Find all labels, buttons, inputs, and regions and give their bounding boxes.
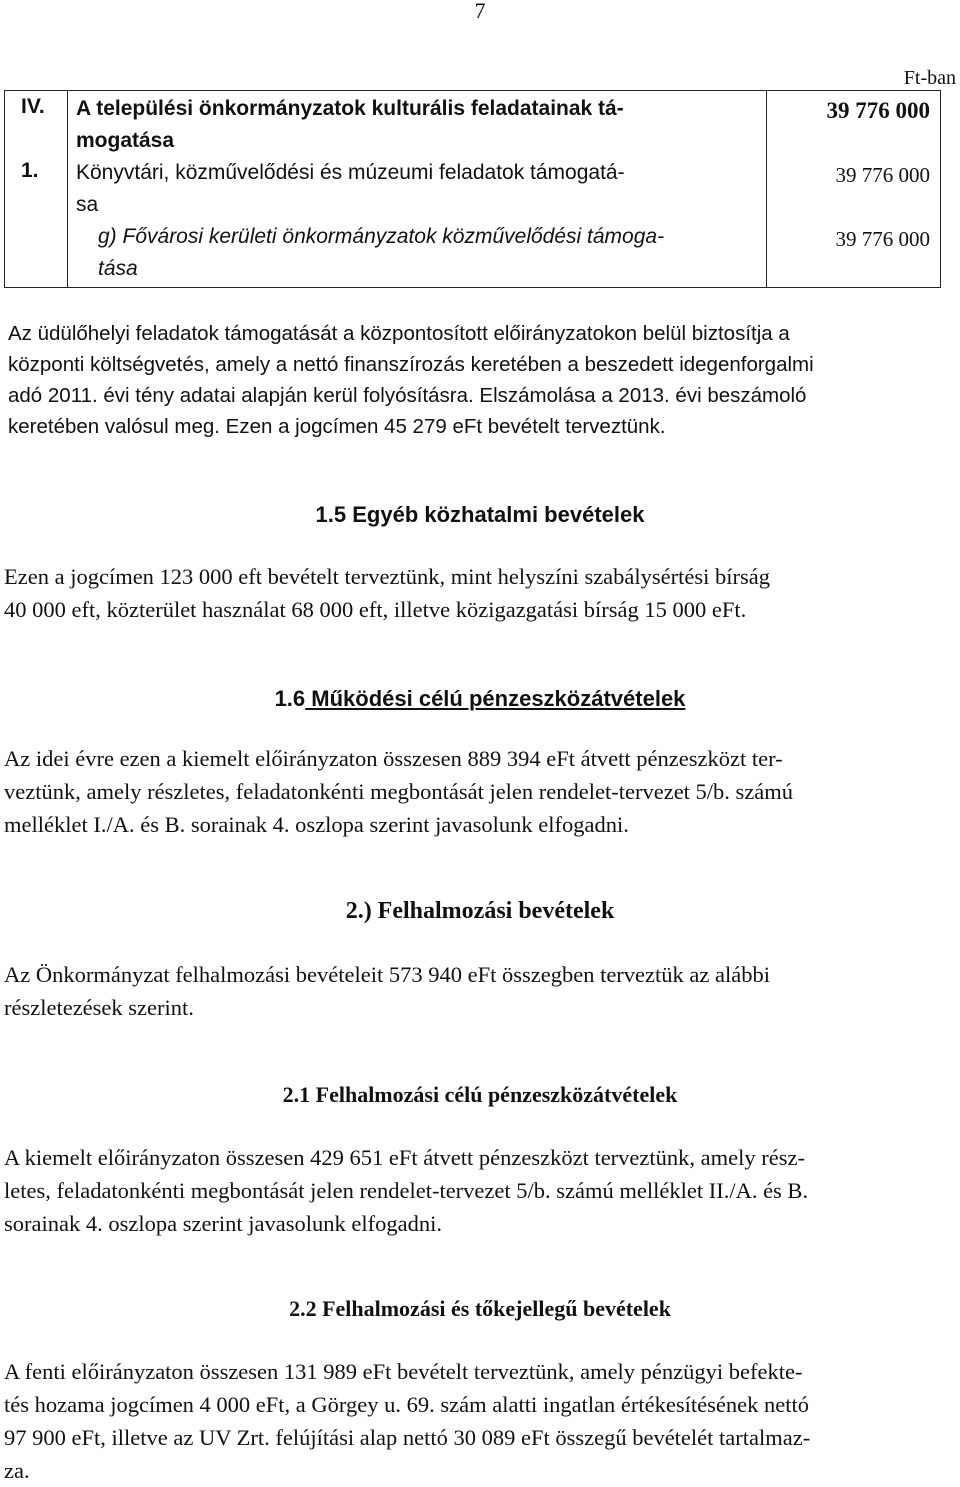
paragraph-line: A fenti előirányzaton összesen 131 989 eFt bevételt terveztünk, amely pénzügyi befekte- (4, 1359, 803, 1384)
section-paragraph (4, 958, 956, 1024)
row-number: IV. (21, 95, 45, 118)
paragraph-line: sorainak 4. oszlopa szerint javasolunk elfogadni. (4, 1211, 443, 1236)
row-label-line: Könyvtári, közművelődési és múzeumi feladatok támogatá- (76, 161, 625, 184)
row-label-line: tása (98, 257, 138, 280)
paragraph-line: veztünk, amely részletes, feladatonkénti megbontását jelen rendelet-tervezet 5/b. számú (4, 779, 794, 804)
row-amount: 39 776 000 (826, 98, 930, 123)
section-number: 2.1 (282, 1082, 311, 1107)
paragraph-line: melléklet I./A. és B. sorainak 4. oszlopa szerint javasolunk elfogadni. (4, 812, 629, 837)
budget-table (4, 90, 941, 288)
paragraph-line: tés hozama jogcímen 4 000 eFt, a Görgey u. 69. szám alatti ingatlan értékesítésének nettó (4, 1392, 809, 1417)
section-number: 2. (345, 898, 364, 924)
row-amount: 39 776 000 (835, 163, 930, 187)
paragraph-line: Az Önkormányzat felhalmozási bevételeit 573 940 eFt összegben terveztük az alábbi (4, 962, 770, 987)
row-label-line: g) Fővárosi kerületi önkormányzatok közművelődési támoga- (98, 225, 665, 248)
paragraph-line: részletezések szerint. (4, 995, 194, 1020)
table-row (5, 91, 941, 288)
paragraph-line: A kiemelt előirányzaton összesen 429 651 eFt átvett pénzeszközt terveztünk, amely rész- (4, 1145, 805, 1170)
section-heading (0, 898, 960, 925)
section-paragraph (4, 1355, 956, 1487)
section-heading (0, 1082, 960, 1108)
section-paragraph (4, 1141, 956, 1240)
paragraph-line: adó 2011. évi tény adatai alapján kerül folyósításra. Elszámolása a 2013. évi beszámoló (8, 384, 807, 407)
unit-label: Ft-ban (903, 67, 956, 89)
section-paragraph (4, 560, 956, 626)
paragraph-line: 97 900 eFt, illetve az UV Zrt. felújítási alap nettó 30 089 eFt összegű bevételét tartalmaz- (4, 1425, 811, 1450)
row-number: 1. (21, 159, 39, 182)
section-heading (0, 502, 960, 528)
section-paragraph (4, 742, 956, 841)
section-heading (0, 686, 960, 712)
section-title: Egyéb közhatalmi bevételek (346, 502, 645, 527)
section-title: Felhalmozási és tőkejellegű bevételek (316, 1296, 671, 1321)
section-heading (0, 1296, 960, 1322)
section-number: 1.6 (274, 686, 306, 711)
section-number: 1.5 (315, 502, 347, 527)
paragraph-line: 40 000 eft, közterület használat 68 000 eft, illetve közigazgatási bírság 15 000 eFt. (4, 597, 747, 622)
row-label-line: A települési önkormányzatok kulturális feladatainak tá- (76, 97, 624, 120)
section-title: ) Felhalmozási bevételek (363, 898, 615, 924)
paragraph-line: Az idei évre ezen a kiemelt előirányzaton összesen 889 394 eFt átvett pénzeszközt ter- (4, 746, 783, 771)
section-title: Működési célú pénzeszközátvételek (305, 686, 686, 711)
paragraph-line: letes, feladatonkénti megbontását jelen rendelet-tervezet 5/b. számú melléklet II./A. és B. (4, 1178, 809, 1203)
paragraph-line: központi költségvetés, amely a nettó finanszírozás keretében a beszedett idegenforgalmi (8, 353, 814, 376)
row-label-line: sa (76, 193, 99, 216)
paragraph-line: Ezen a jogcímen 123 000 eft bevételt terveztünk, mint helyszíni szabálysértési bírság (4, 564, 770, 589)
row-amount: 39 776 000 (835, 227, 930, 251)
paragraph-line: Az üdülőhelyi feladatok támogatását a központosított előirányzatokon belül biztosítja a (8, 322, 790, 345)
paragraph-line: za. (4, 1458, 30, 1483)
section-title: Felhalmozási célú pénzeszközátvételek (310, 1082, 678, 1107)
section-number: 2.2 (289, 1296, 317, 1321)
row-label-line: mogatása (76, 129, 175, 152)
page-number: 7 (474, 0, 486, 23)
paragraph-line: keretében valósul meg. Ezen a jogcímen 45 279 eFt bevételt terveztünk. (8, 415, 666, 438)
intro-paragraph (8, 318, 952, 442)
